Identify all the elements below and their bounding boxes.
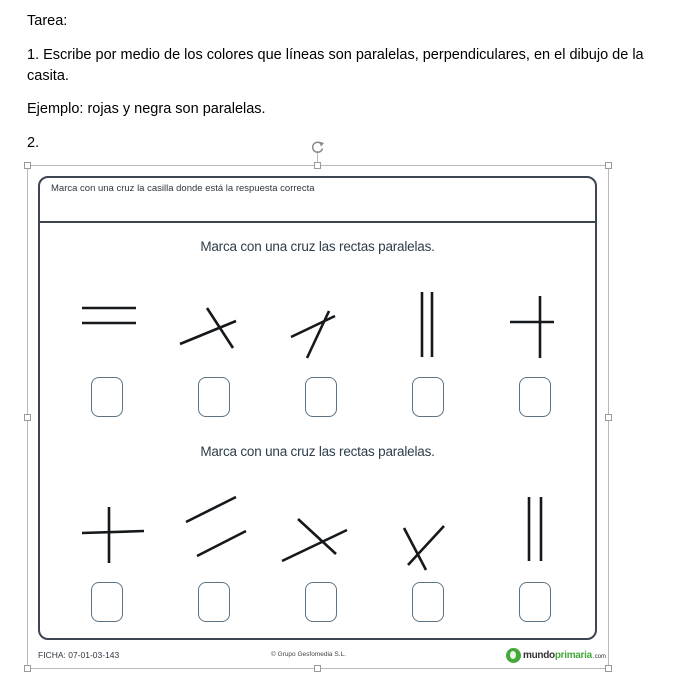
figure-2-3-crossing	[282, 519, 347, 561]
figure-2-4-crossing	[404, 526, 444, 570]
answer-checkbox-1-2[interactable]	[198, 377, 230, 417]
answer-checkbox-2-4[interactable]	[412, 582, 444, 622]
answer-checkbox-2-1[interactable]	[91, 582, 123, 622]
answer-checkbox-2-2[interactable]	[198, 582, 230, 622]
figure-2-5-parallel-vertical	[529, 497, 541, 561]
worksheet-instruction: Marca con una cruz la casilla donde está la respuesta correcta	[51, 183, 315, 194]
question-2-title: Marca con una cruz las rectas paralelas.	[200, 444, 435, 459]
logo-wordmark	[523, 650, 592, 661]
question-1-title: Marca con una cruz las rectas paralelas.	[200, 239, 435, 254]
figure-1-3-crossing	[291, 311, 335, 358]
logo-main: mundo	[523, 649, 555, 661]
figure-1-5-perpendicular	[510, 296, 554, 358]
logo-suffix: .com	[592, 653, 606, 660]
answer-checkbox-1-1[interactable]	[91, 377, 123, 417]
globe-icon	[506, 648, 521, 663]
answer-checkbox-2-5[interactable]	[519, 582, 551, 622]
figure-1-1-parallel-horizontal	[82, 308, 136, 323]
worksheet-id: FICHA: 07-01-03-143	[38, 650, 120, 660]
figure-1-4-parallel-vertical	[422, 292, 432, 357]
mundoprimaria-logo	[506, 645, 606, 665]
figure-2-1-perpendicular	[82, 507, 144, 563]
answer-checkbox-1-4[interactable]	[412, 377, 444, 417]
figure-2-2-parallel-diagonal	[186, 497, 246, 556]
logo-accent: primaria	[554, 649, 592, 661]
answer-checkbox-1-3[interactable]	[305, 377, 337, 417]
copyright-notice: © Grupo Gesfomedia S.L.	[271, 651, 346, 658]
figure-1-2-crossing	[180, 308, 236, 348]
task-example: Ejemplo: rojas y negra son paralelas.	[27, 101, 266, 117]
answer-checkbox-2-3[interactable]	[305, 582, 337, 622]
document-title: Tarea:	[27, 13, 68, 29]
task-item-1: 1. Escribe por medio de los colores que líneas son paralelas, perpendiculares, en el dibujo de la casita.	[27, 47, 644, 84]
task-item-2: 2.	[27, 135, 40, 151]
answer-checkbox-1-5[interactable]	[519, 377, 551, 417]
